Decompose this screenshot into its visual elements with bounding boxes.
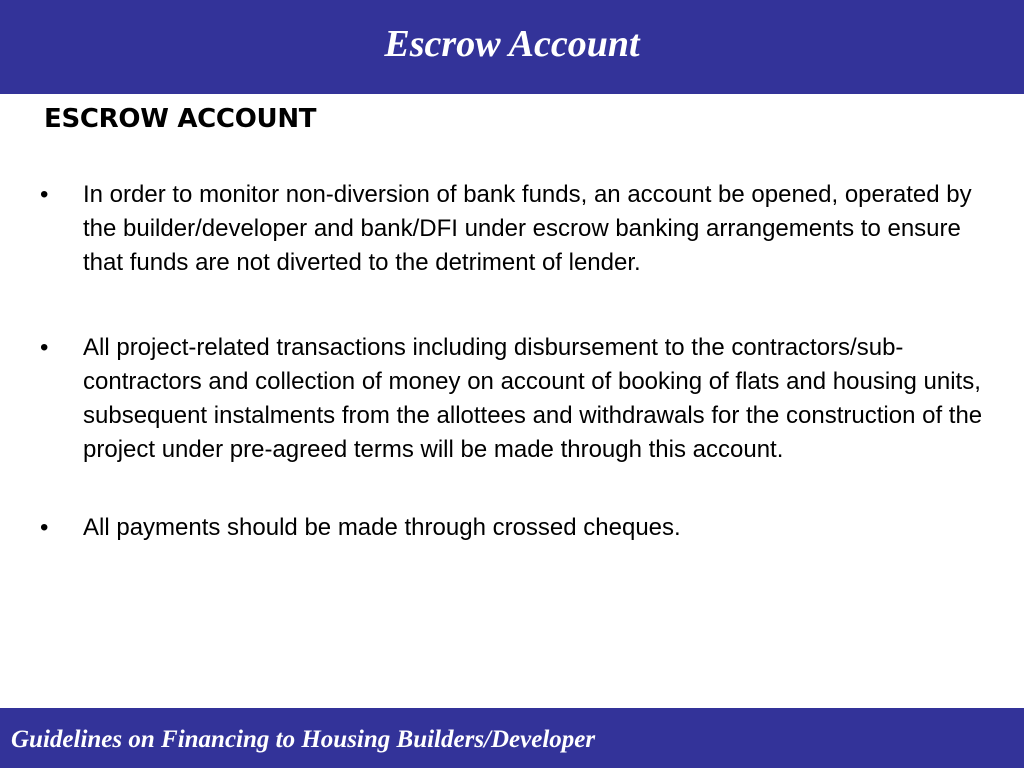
bullet-list: [40, 178, 990, 545]
bullet-text: All payments should be made through crossed cheques.: [83, 514, 681, 541]
header-bar: [0, 0, 1024, 94]
bullet-icon: •: [40, 514, 49, 541]
bullet-item: [40, 331, 990, 467]
footer-bar: [0, 708, 1024, 768]
bullet-text: In order to monitor non-diversion of bank funds, an account be opened, operated by the builder/developer and bank/DFI under escrow banking arrangements to ensure that funds are not diverted to the detriment of lender.: [83, 181, 972, 276]
slide-title: Escrow Account: [384, 23, 640, 65]
bullet-icon: •: [40, 181, 49, 208]
bullet-item: [40, 511, 990, 545]
section-heading: ESCROW ACCOUNT: [44, 104, 317, 134]
bullet-item: [40, 178, 990, 280]
footer-text: Guidelines on Financing to Housing Builders/Developer: [11, 726, 596, 753]
bullet-text: All project-related transactions including disbursement to the contractors/sub-contractors and collection of money on account of booking of flats and housing units, subsequent instalments from the allottees and withdrawals for the construction of the project under pre-agreed terms will be made through this account.: [83, 334, 983, 463]
bullet-icon: •: [40, 334, 49, 361]
